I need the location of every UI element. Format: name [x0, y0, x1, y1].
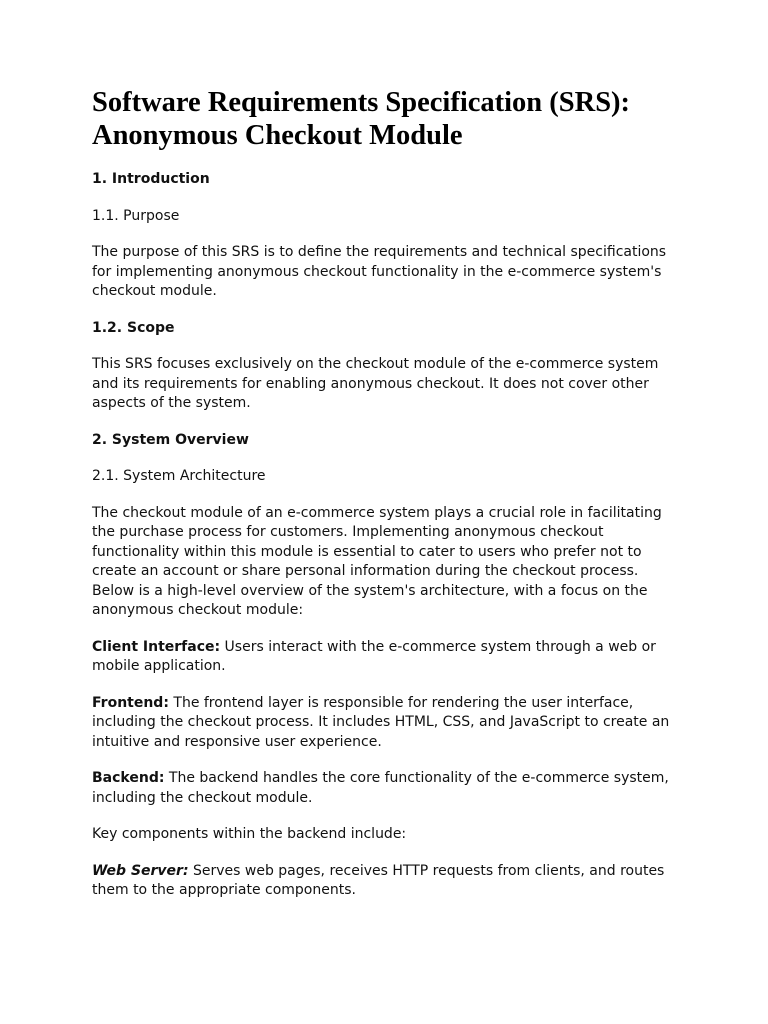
- paragraph-scope: This SRS focuses exclusively on the checkout module of the e-commerce system and its requirements for enabling anonymous checkout. It does not cover other aspects of the system.: [92, 356, 659, 411]
- backend-text: The backend handles the core functionality of the e-commerce system, including the checkout module.: [92, 770, 669, 806]
- client-interface-label: Client Interface:: [92, 638, 221, 655]
- paragraph-key-components: Key components within the backend include:: [92, 826, 407, 842]
- document-content: [92, 86, 682, 918]
- web-server-label: Web Server:: [92, 862, 189, 879]
- document-title-line-2: Anonymous Checkout Module: [92, 120, 463, 151]
- paragraph-purpose: The purpose of this SRS is to define the requirements and technical specifications for implementing anonymous checkout functionality in the e-commerce system's checkout module.: [92, 244, 667, 299]
- web-server-text: Serves web pages, receives HTTP requests from clients, and routes them to the appropriate components.: [92, 862, 665, 898]
- client-interface-text: Users interact with the e-commerce system through a web or mobile application.: [92, 638, 656, 674]
- subsection-heading-scope: 1.2. Scope: [92, 319, 175, 336]
- subsection-heading-purpose: 1.1. Purpose: [92, 207, 180, 224]
- paragraph-web-server: [92, 862, 682, 901]
- document-title-line-1: Software Requirements Specification (SRS):: [92, 87, 631, 118]
- backend-label: Backend:: [92, 770, 165, 786]
- paragraph-architecture: The checkout module of an e-commerce system plays a crucial role in facilitating the purchase process for customers. Implementing anonymous checkout functionality within this module is essential to cater to users who prefer not to create an account or share personal information during the checkout process. Below is a high-level overview of the system's architecture, with a focus on the anonymous checkout module:: [92, 504, 662, 618]
- document-title: [92, 86, 682, 152]
- subsection-heading-architecture: 2.1. System Architecture: [92, 468, 266, 484]
- section-heading-system-overview: 2. System Overview: [92, 431, 249, 448]
- paragraph-client-interface: [92, 638, 682, 677]
- frontend-label: Frontend:: [92, 694, 169, 711]
- frontend-text: The frontend layer is responsible for rendering the user interface, including the checkout process. It includes HTML, CSS, and JavaScript to create an intuitive and responsive user experience.: [92, 694, 670, 750]
- section-heading-introduction: 1. Introduction: [92, 171, 210, 187]
- paragraph-backend: [92, 769, 682, 808]
- paragraph-frontend: [92, 694, 682, 753]
